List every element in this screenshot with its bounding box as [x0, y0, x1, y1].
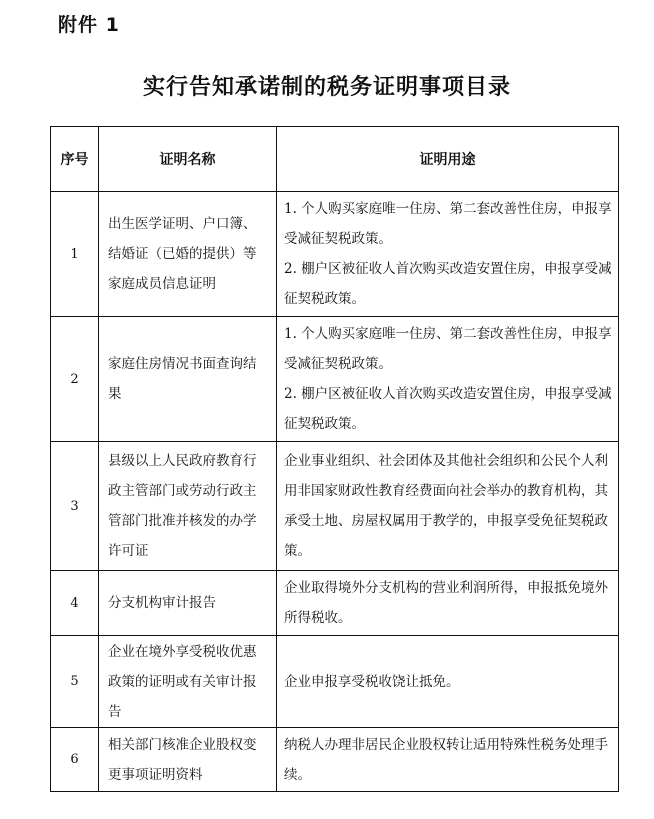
row-number: 3 — [51, 442, 99, 571]
use-item: 1. 个人购买家庭唯一住房、第二套改善性住房，申报享受减征契税政策。 — [284, 326, 612, 372]
row-number: 1 — [51, 192, 99, 317]
table-row — [51, 317, 619, 442]
certificate-name: 企业在境外享受税收优惠政策的证明或有关审计报告 — [99, 636, 277, 728]
certificate-name: 出生医学证明、户口簿、结婚证（已婚的提供）等家庭成员信息证明 — [99, 192, 277, 317]
table-header-row — [51, 127, 619, 192]
use-item: 2. 棚户区被征收人首次购买改造安置住房，申报享受减征契税政策。 — [284, 261, 612, 307]
use-item: 企业申报享受税收饶让抵免。 — [284, 673, 460, 690]
certificate-use — [277, 192, 619, 317]
certificate-use — [277, 728, 619, 792]
attachment-label: 附件 1 — [58, 14, 120, 36]
row-number: 4 — [51, 571, 99, 636]
column-header-name: 证明名称 — [99, 127, 277, 192]
table-row — [51, 571, 619, 636]
table-row — [51, 192, 619, 317]
certificate-name: 分支机构审计报告 — [99, 571, 277, 636]
certificate-use — [277, 317, 619, 442]
table-row — [51, 442, 619, 571]
document-title: 实行告知承诺制的税务证明事项目录 — [142, 75, 511, 100]
use-item: 纳税人办理非居民企业股权转让适用特殊性税务处理手续。 — [284, 736, 608, 783]
column-header-no: 序号 — [51, 127, 99, 192]
certificate-use — [277, 636, 619, 728]
certification-table — [50, 126, 619, 792]
table-row — [51, 636, 619, 728]
certificate-name: 相关部门核准企业股权变更事项证明资料 — [99, 728, 277, 792]
use-item: 企业事业组织、社会团体及其他社会组织和公民个人利用非国家财政性教育经费面向社会举办的教育机构，其承受土地、房屋权属用于教学的，申报享受免征契税政策。 — [284, 453, 608, 559]
certificate-name: 县级以上人民政府教育行政主管部门或劳动行政主管部门批准并核发的办学许可证 — [99, 442, 277, 571]
row-number: 2 — [51, 317, 99, 442]
column-header-use: 证明用途 — [277, 127, 619, 192]
use-item: 企业取得境外分支机构的营业利润所得，申报抵免境外所得税收。 — [284, 580, 608, 626]
table-row — [51, 728, 619, 792]
certificate-name: 家庭住房情况书面查询结果 — [99, 317, 277, 442]
use-item: 2. 棚户区被征收人首次购买改造安置住房，申报享受减征契税政策。 — [284, 386, 612, 432]
row-number: 5 — [51, 636, 99, 728]
certificate-use — [277, 442, 619, 571]
certificate-use — [277, 571, 619, 636]
use-item: 1. 个人购买家庭唯一住房、第二套改善性住房，申报享受减征契税政策。 — [284, 201, 612, 247]
row-number: 6 — [51, 728, 99, 792]
